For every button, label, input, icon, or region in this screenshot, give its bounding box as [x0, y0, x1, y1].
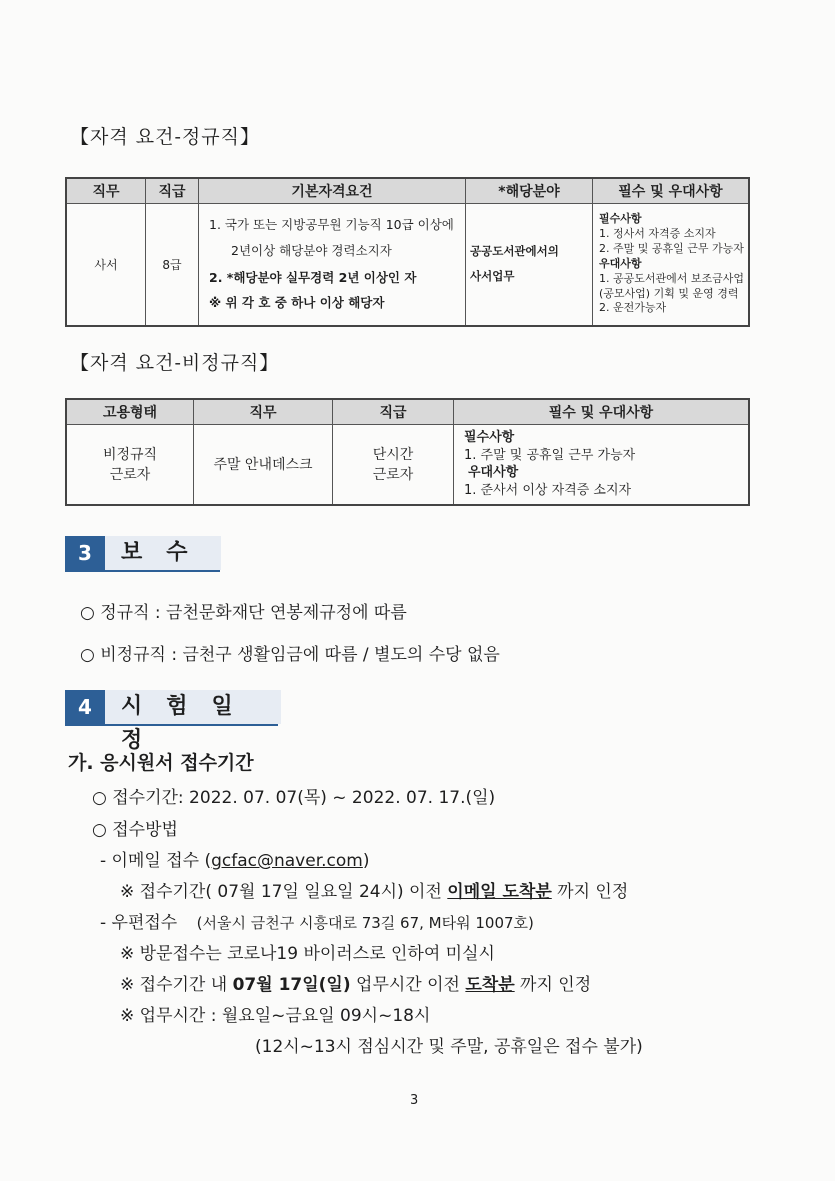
business-hours-note: (12시~13시 점심시간 및 주말, 공휴일은 접수 불가): [255, 1037, 643, 1057]
email-note-a: ※ 접수기간( 07월 17일 일요일 24시) 이전: [120, 882, 448, 902]
type-line-1: 비정규직: [102, 447, 158, 464]
preferred-title: 우대사항: [599, 256, 642, 270]
regular-heading: 【자격 요건-정규직】: [70, 126, 260, 148]
cell-grade2: [333, 425, 454, 505]
post-address: (서울시 금천구 시흥대로 73길 67, M타워 1007호): [196, 914, 534, 932]
preferred-title2: 우대사항: [468, 465, 519, 481]
basic-line-4: ※ 위 각 호 중 하나 이상 해당자: [209, 295, 385, 311]
cell-duty: 사서: [66, 204, 146, 326]
post-note-a: ※ 접수기간 내: [120, 975, 233, 995]
cell-duty2: 주말 안내데스크: [194, 425, 333, 505]
grade-line-1: 단시간: [372, 447, 414, 464]
section4-number: 4: [65, 690, 105, 724]
basic-line-2: 2년이상 해당분야 경력소지자: [231, 243, 392, 259]
section4-title: 시험일정: [105, 690, 281, 724]
application-method: ○ 접수방법: [92, 820, 178, 840]
email-close: ): [362, 851, 370, 871]
header-grade: 직급: [146, 178, 199, 204]
application-period: ○ 접수기간: 2022. 07. 07(목) ~ 2022. 07. 17.(일): [92, 788, 496, 808]
required-title2: 필수사항: [464, 430, 515, 446]
page-number: 3: [410, 1093, 419, 1108]
header-grade2: 직급: [333, 399, 454, 425]
grade-line-2: 근로자: [372, 467, 414, 484]
post-note-d: 도착분: [465, 975, 515, 995]
required2-1: 1. 주말 및 공휴일 근무 가능자: [464, 447, 636, 463]
preferred-2: (공모사업) 기획 및 운영 경력: [599, 286, 739, 300]
header-type: 고용형태: [66, 399, 194, 425]
email-label: - 이메일 접수 (: [100, 851, 212, 871]
cell-grade: 8급: [146, 204, 199, 326]
salary-regular: ○ 정규직 : 금천문화재단 연봉제규정에 따름: [80, 603, 407, 623]
preferred2-1: 1. 준사서 이상 자격증 소지자: [464, 482, 632, 498]
header-field: *해당분야: [466, 178, 593, 204]
section3-title: 보수: [105, 536, 221, 570]
required-title: 필수사항: [599, 212, 642, 226]
field-line-2: 사서업무: [470, 269, 515, 284]
salary-nonregular: ○ 비정규직 : 금천구 생활임금에 따름 / 별도의 수당 없음: [80, 645, 500, 665]
business-hours: ※ 업무시간 : 월요일~금요일 09시~18시: [120, 1006, 431, 1026]
field-line-1: 공공도서관에서의: [470, 243, 559, 258]
nonregular-table: [65, 398, 750, 506]
type-line-2: 근로자: [109, 467, 151, 484]
cell-requirements: [593, 204, 750, 326]
section4-underline: [65, 724, 278, 726]
post-label: - 우편접수: [100, 913, 178, 933]
post-note-b: 07월 17일(일): [232, 975, 351, 995]
header-basic: 기본자격요건: [199, 178, 466, 204]
preferred-1: 1. 공공도서관에서 보조금사업: [599, 271, 744, 285]
header-requirements: 필수 및 우대사항: [593, 178, 750, 204]
cell-type: [66, 425, 194, 505]
visit-note: ※ 방문접수는 코로나19 바이러스로 인하여 미실시: [120, 944, 495, 964]
section3-underline: [65, 570, 220, 572]
cell-basic: [199, 204, 466, 326]
nonregular-heading: 【자격 요건-비정규직】: [70, 352, 280, 374]
email-note: [120, 877, 628, 902]
header-duty: 직무: [66, 178, 146, 204]
post-note-c: 업무시간 이전: [350, 975, 466, 995]
header-requirements2: 필수 및 우대사항: [454, 399, 750, 425]
post-note: [120, 970, 591, 995]
email-note-b: 이메일 도착분: [447, 882, 552, 902]
preferred-3: 2. 운전가능자: [599, 301, 667, 315]
cell-field: [466, 204, 593, 326]
post-note-e: 까지 인정: [514, 975, 592, 995]
email-line: [100, 846, 369, 871]
required-1: 1. 정사서 자격증 소지자: [599, 227, 716, 241]
cell-requirements2: [454, 425, 750, 505]
section4-subheading: 가. 응시원서 접수기간: [68, 752, 254, 774]
basic-line-1: 1. 국가 또는 지방공무원 기능직 10급 이상에: [209, 216, 454, 232]
regular-table: [65, 177, 750, 327]
header-duty2: 직무: [194, 399, 333, 425]
section3-number: 3: [65, 536, 105, 570]
required-2: 2. 주말 및 공휴일 근무 가능자: [599, 241, 744, 255]
email-note-c: 까지 인정: [551, 882, 629, 902]
email-link[interactable]: gcfac@naver.com: [211, 851, 363, 871]
post-line: [100, 908, 534, 933]
basic-line-3: 2. *해당분야 실무경력 2년 이상인 자: [209, 270, 417, 286]
